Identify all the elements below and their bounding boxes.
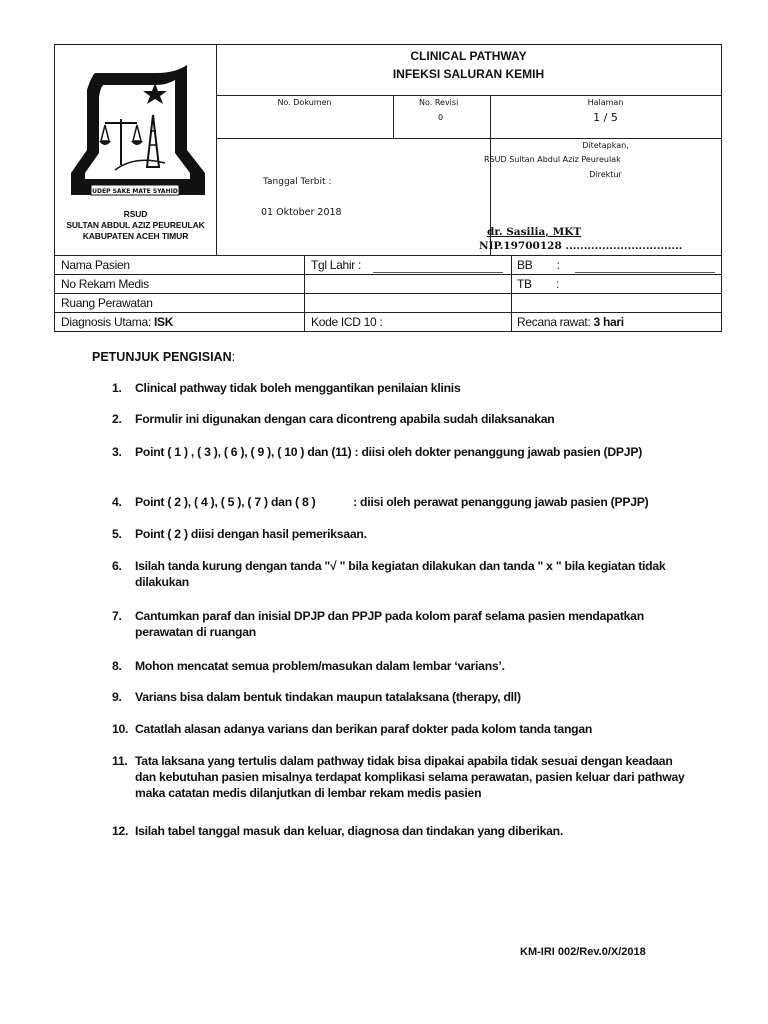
- item-number: 6.: [112, 559, 122, 573]
- logo-motto: UDEP SAKE MATE SYAHID: [92, 188, 178, 195]
- item-number: 3.: [112, 445, 122, 459]
- instructions-title: PETUNJUK PENGISIAN:: [92, 350, 236, 364]
- approved-label: Ditetapkan,: [582, 141, 629, 150]
- revision-label: No. Revisi: [419, 98, 459, 107]
- item-number: 8.: [112, 659, 122, 673]
- item-text: Catatlah alasan adanya varians dan berikan paraf dokter pada kolom tanda tangan: [135, 722, 593, 736]
- institution-name-line: KABUPATEN ACEH TIMUR: [82, 231, 189, 241]
- hospital-emblem-icon: [55, 45, 216, 205]
- birth-date-line: [373, 272, 503, 273]
- instructions-title-text: PETUNJUK PENGISIAN: [92, 350, 232, 364]
- patient-info-table: [54, 256, 722, 332]
- document-subtitle: INFEKSI SALURAN KEMIH: [392, 67, 545, 81]
- item-number: 4.: [112, 495, 122, 509]
- header-divider: [216, 138, 721, 139]
- item-number: 10.: [112, 722, 129, 736]
- medical-record-label: No Rekam Medis: [61, 277, 149, 291]
- revision-value: 0: [438, 113, 444, 122]
- item-number: 7.: [112, 609, 122, 623]
- item-number: 2.: [112, 412, 122, 426]
- item-number: 5.: [112, 527, 122, 541]
- document-header: [54, 44, 722, 256]
- approved-role: Direktur: [589, 170, 622, 179]
- column-divider: [511, 256, 512, 332]
- hospital-logo: [55, 45, 216, 255]
- item-text: Clinical pathway tidak boleh menggantikan penilaian klinis: [135, 381, 461, 395]
- item-text: Point ( 2 ), ( 4 ), ( 5 ), ( 7 ) dan ( 8 ) : diisi oleh perawat penanggung jawab pasien (PPJP): [135, 495, 649, 509]
- length-of-stay: [517, 313, 624, 331]
- item-text: Formulir ini digunakan dengan cara dicontreng apabila sudah dilaksanakan: [135, 412, 555, 426]
- issue-date-label: Tanggal Terbit :: [263, 177, 332, 187]
- doc-number-label: No. Dokumen: [277, 98, 332, 107]
- weight-label: BB :: [517, 258, 560, 272]
- item-text: Varians bisa dalam bentuk tindakan maupun tatalaksana (therapy, dll): [135, 690, 521, 704]
- page-value: 1 / 5: [593, 111, 618, 124]
- item-text: Mohon mencatat semua problem/masukan dalam lembar ‘varians’.: [135, 659, 505, 673]
- document-title: CLINICAL PATHWAY: [410, 49, 527, 63]
- institution-name-line: SULTAN ABDUL AZIZ PEUREULAK: [66, 220, 205, 230]
- birth-date-label: Tgl Lahir :: [311, 258, 362, 272]
- document-code: KM-IRI 002/Rev.0/X/2018: [520, 946, 646, 958]
- row-divider: [55, 293, 721, 294]
- item-text: Point ( 1 ) , ( 3 ), ( 6 ), ( 9 ), ( 10 ) dan (11) : diisi oleh dokter penanggung jawab pasien (DPJP): [135, 445, 643, 459]
- height-label: TB :: [517, 277, 560, 291]
- patient-name-label: Nama Pasien: [61, 258, 130, 272]
- item-number: 9.: [112, 690, 122, 704]
- column-divider: [304, 256, 305, 332]
- item-text: Cantumkan paraf dan inisial DPJP dan PPJP pada kolom paraf selama pasien mendapatkan perawatan di ruangan: [135, 609, 644, 639]
- header-divider: [393, 95, 394, 138]
- item-number: 12.: [112, 824, 129, 838]
- director-name: dr. Sasilia, MKT: [487, 226, 582, 238]
- item-text: Tata laksana yang tertulis dalam pathway tidak bisa dipakai apabila tidak sesuai dengan keadaan dan kebutuhan pasien misalnya terdapat komplikasi selama perawatan, pasien keluar dari pathway maka catatan medis dilanjutkan di lembar rekam medis pasien: [135, 754, 685, 800]
- director-nip: NIP.19700128 ................................: [479, 240, 683, 252]
- diagnosis-value: ISK: [153, 315, 174, 329]
- issue-date-value: 01 Oktober 2018: [261, 207, 342, 218]
- row-divider: [55, 274, 721, 275]
- item-text: Isilah tanda kurung dengan tanda "√ " bila kegiatan dilakukan dan tanda " x " bila kegiatan tidak dilakukan: [135, 559, 666, 589]
- institution-name-line: RSUD: [123, 209, 148, 219]
- length-of-stay-label: Recana rawat:: [517, 315, 591, 329]
- page-label: Halaman: [587, 98, 624, 107]
- item-number: 1.: [112, 381, 122, 395]
- diagnosis-label: [61, 313, 173, 331]
- item-number: 11.: [112, 754, 128, 768]
- length-of-stay-value: 3 hari: [593, 315, 624, 329]
- icd-code-label: Kode ICD 10 :: [311, 315, 383, 329]
- diagnosis-label-text: Diagnosis Utama:: [61, 315, 151, 329]
- item-text: Point ( 2 ) diisi dengan hasil pemeriksaan.: [135, 527, 367, 541]
- approved-org: RSUD Sultan Abdul Aziz Peureulak: [484, 155, 621, 164]
- item-text: Isilah tabel tanggal masuk dan keluar, diagnosa dan tindakan yang diberikan.: [135, 824, 563, 838]
- weight-line: [575, 272, 715, 273]
- ward-label: Ruang Perawatan: [61, 296, 153, 310]
- header-divider: [216, 95, 721, 96]
